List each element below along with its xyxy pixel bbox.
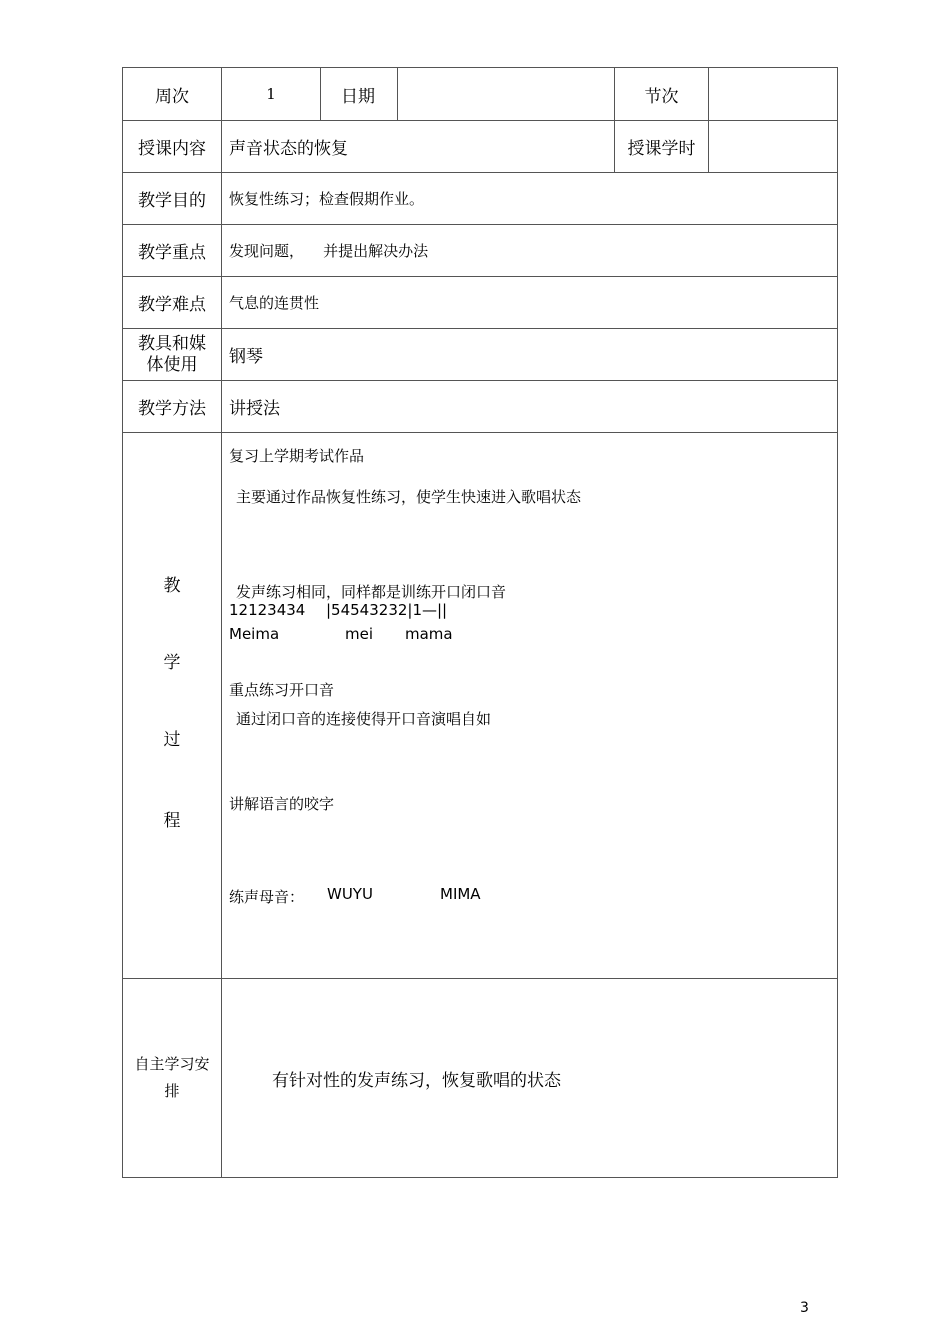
key-point-label: 教学重点	[123, 225, 222, 277]
notation-b: |54543232|1—||	[326, 601, 448, 619]
vocalization-line: 发声练习相同，同样都是训练开口闭口音	[236, 583, 507, 601]
media-label	[123, 329, 222, 381]
header-row	[123, 68, 838, 121]
media-value: 钢琴	[222, 329, 838, 381]
objective-value: 恢复性练习；检查假期作业。	[222, 173, 838, 225]
notation-a: 12123434	[229, 601, 306, 619]
syllable-c: mama	[405, 625, 453, 643]
recovery-line: 主要通过作品恢复性练习，使学生快速进入歌唱状态	[236, 488, 582, 506]
media-label-line-2: 体使用	[146, 354, 198, 375]
week-label: 周次	[123, 68, 222, 121]
process-label-char-3: 过	[163, 729, 181, 750]
objective-row	[123, 173, 838, 225]
self-study-value: 有针对性的发声练习，恢复歌唱的状态	[222, 979, 838, 1178]
open-vowel-line: 重点练习开口音	[229, 681, 335, 699]
self-study-label	[123, 979, 222, 1178]
diction-line: 讲解语言的咬字	[229, 795, 335, 813]
difficulty-label: 教学难点	[123, 277, 222, 329]
date-value	[398, 68, 615, 121]
review-line: 复习上学期考试作品	[229, 447, 365, 465]
self-study-row	[123, 979, 838, 1178]
process-label	[123, 433, 222, 979]
content-label: 授课内容	[123, 121, 222, 173]
period-value	[709, 68, 838, 121]
difficulty-row	[123, 277, 838, 329]
lesson-plan-table	[122, 67, 838, 1178]
process-label-char-1: 教	[163, 575, 181, 596]
period-label: 节次	[615, 68, 709, 121]
self-study-label-line-1: 自主学习安	[134, 1055, 210, 1073]
page-number: 3	[800, 1300, 809, 1316]
difficulty-value: 气息的连贯性	[222, 277, 838, 329]
method-row	[123, 381, 838, 433]
media-label-line-1: 教具和媒	[138, 333, 206, 354]
closed-vowel-line: 通过闭口音的连接使得开口音演唱自如	[236, 710, 492, 728]
syllable-a: Meima	[229, 625, 280, 643]
syllable-b: mei	[345, 625, 374, 643]
process-label-char-2: 学	[163, 652, 181, 673]
process-row	[123, 433, 838, 979]
method-label: 教学方法	[123, 381, 222, 433]
content-row	[123, 121, 838, 173]
vowel-label: 练声母音：	[229, 888, 305, 906]
hours-label: 授课学时	[615, 121, 709, 173]
key-point-value: 发现问题， 并提出解决办法	[222, 225, 838, 277]
date-label: 日期	[321, 68, 398, 121]
hours-value	[709, 121, 838, 173]
process-label-char-4: 程	[163, 810, 181, 831]
method-value: 讲授法	[222, 381, 838, 433]
media-row	[123, 329, 838, 381]
self-study-label-line-2: 排	[164, 1082, 180, 1100]
vowel-a: WUYU	[327, 885, 373, 903]
key-point-row	[123, 225, 838, 277]
objective-label: 教学目的	[123, 173, 222, 225]
content-value: 声音状态的恢复	[222, 121, 615, 173]
week-value: 1	[222, 68, 321, 121]
process-content	[222, 433, 838, 979]
vowel-b: MIMA	[440, 885, 481, 903]
